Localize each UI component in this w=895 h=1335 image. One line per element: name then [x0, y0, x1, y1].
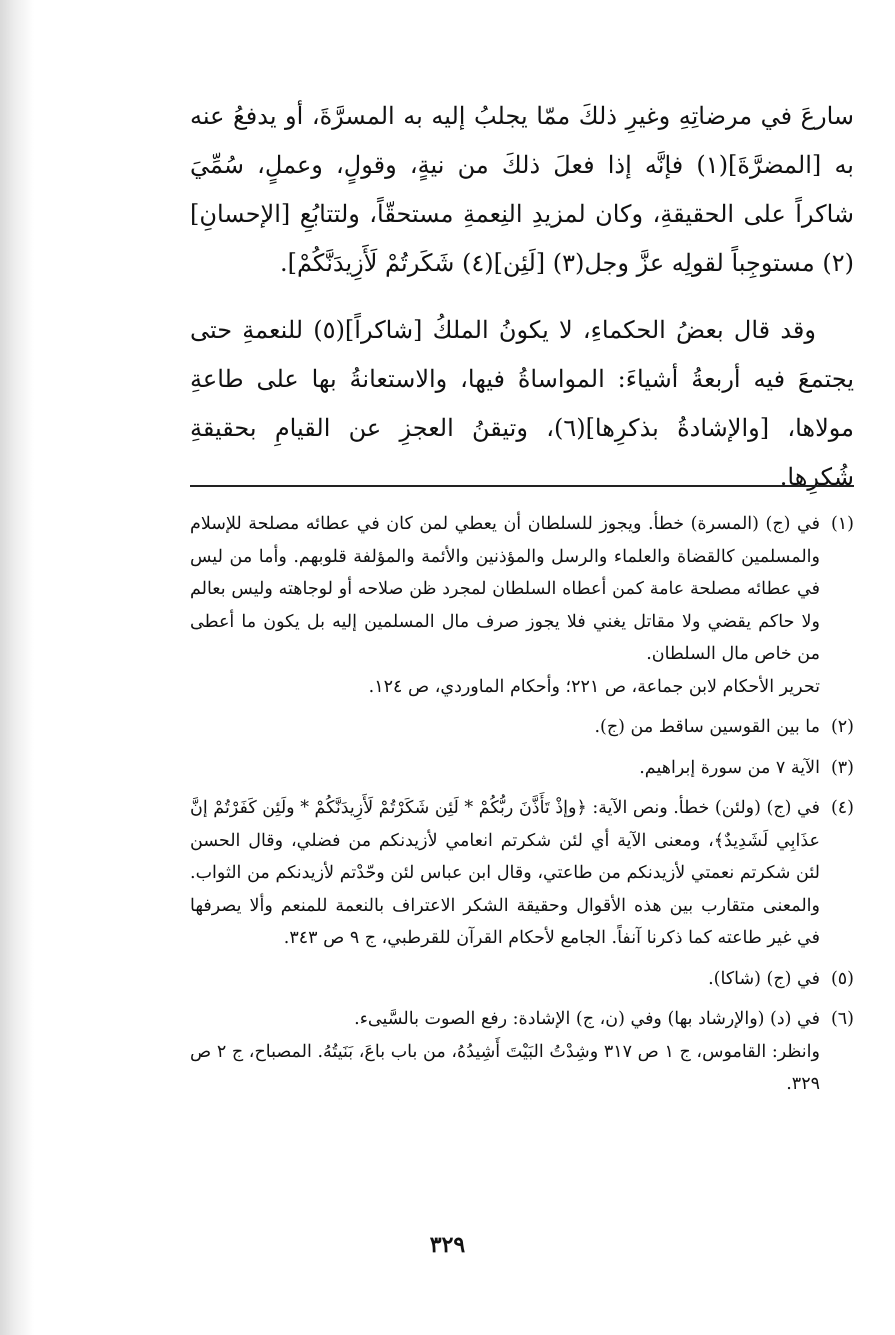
footnote-number: (٢) — [830, 717, 854, 737]
footnote-separator — [190, 485, 854, 487]
footnotes — [190, 508, 854, 1109]
footnote-text: في (د) (والإرشاد بها) وفي (ن، ج) الإشادة: رفع الصوت بالسَّيىء. — [354, 1009, 820, 1029]
footnote-text: ما بين القوسين ساقط من (ج). — [594, 717, 820, 737]
footnote-text: في (ج) (ولئن) خطأ. ونص الآية: ﴿وإذْ تَأَذَّنَ ربُّكُمْ * لَئِن شَكَرْتُمْ لَأَزِيدَنَّكُمْ * ولَئِن كَفَرْتُمْ إنَّ عذَابِي لَشَدِيدٌ﴾، ومعنى الآية أي لئن شكرتم انعامي لأزيدنكم من فضلي، وقال الحسن لئن شكرتم نعمتي لأزيدنكم من طاعتي، وقال ابن عباس لئن وحّدْتم لأزيدنكم من الثواب. والمعنى متقارب بين هذه الأقوال وحقيقة الشكر الاعتراف بالنعمة للمنعم وألا يصرفها في غير طاعته كما ذكرنا آنفاً. الجامع لأحكام القرآن للقرطبي، ج ٩ ص ٣٤٣. — [190, 798, 820, 948]
footnote-number: (٣) — [830, 757, 854, 778]
footnote-number: (١) — [830, 514, 854, 534]
footnote-5 — [190, 963, 854, 996]
footnote-reference: تحرير الأحكام لابن جماعة، ص ٢٢١؛ وأحكام الماوردي، ص ١٢٤. — [368, 676, 820, 697]
footnote-text: الآية ٧ من سورة إبراهيم. — [639, 757, 820, 778]
footnote-number: (٦) — [830, 1009, 854, 1029]
scan-shadow-edge — [0, 0, 34, 1335]
footnote-text: في (ج) (شاكا). — [708, 968, 820, 989]
footnote-2 — [190, 711, 854, 744]
page-number: ٣٢٩ — [429, 1232, 466, 1258]
footnote-text: في (ج) (المسرة) خطأ. ويجوز للسلطان أن يعطي لمن كان في عطائه مصلحة للإسلام والمسلمين كالقضاة والعلماء والرسل والمؤذنين والأئمة والمؤلفة قلوبهم. وأما من ليس في عطائه مصلحة عامة كمن أعطاه السلطان لمجرد ظن صلاحه أو لوجاهته وليس بعالم ولا حاكم يقضي ولا مقاتل يغني فلا يجوز صرف مال المسلمين إليه بل يكون ما أعطى من خاص مال السلطان. — [190, 514, 820, 664]
main-paragraph-1: سارعَ في مرضاتِهِ وغيرِ ذلكَ ممّا يجلبُ إليه به المسرَّةَ، أو يدفعُ عنه به [المضرَّةَ](١) فإنَّه إذا فعلَ ذلكَ من نيةٍ، وقولٍ، وعملٍ، سُمِّيَ شاكراً على الحقيقةِ، وكان لمزيدِ النِعمةِ مستحقّاً، ولتتابُعِ [الإحسانِ](٢) مستوجِباً لقولِه عزَّ وجل(٣) [لَئِن](٤) شَكَرتُمْ لَأَزِيدَنَّكُمْ]. — [190, 102, 854, 277]
footnote-6 — [190, 1003, 854, 1101]
footnote-4 — [190, 792, 854, 955]
footnote-reference: وانظر: القاموس، ج ١ ص ٣١٧ وشِدْتُ البَيْتَ أَشِيدُهُ، من باب باعَ، بَنَيتُهُ. المصباح، ج ٢ ص ٣٢٩. — [190, 1041, 820, 1094]
main-paragraph-2: وقد قال بعضُ الحكماءِ، لا يكونُ الملكُ [شاكراً](٥) للنعمةِ حتى يجتمعَ فيه أربعةُ أشياءَ: المواساةُ فيها، والاستعانةُ بها على طاعةِ مولاها، [والإشادةُ بذكرِها](٦)، وتيقنُ العجزِ عن القيامِ بحقيقةِ شُكرِها. — [190, 316, 855, 491]
footnote-number: (٥) — [830, 968, 854, 989]
footnote-number: (٤) — [830, 798, 854, 818]
footnote-1 — [190, 508, 854, 703]
footnote-3 — [190, 752, 854, 785]
main-text — [190, 92, 854, 520]
